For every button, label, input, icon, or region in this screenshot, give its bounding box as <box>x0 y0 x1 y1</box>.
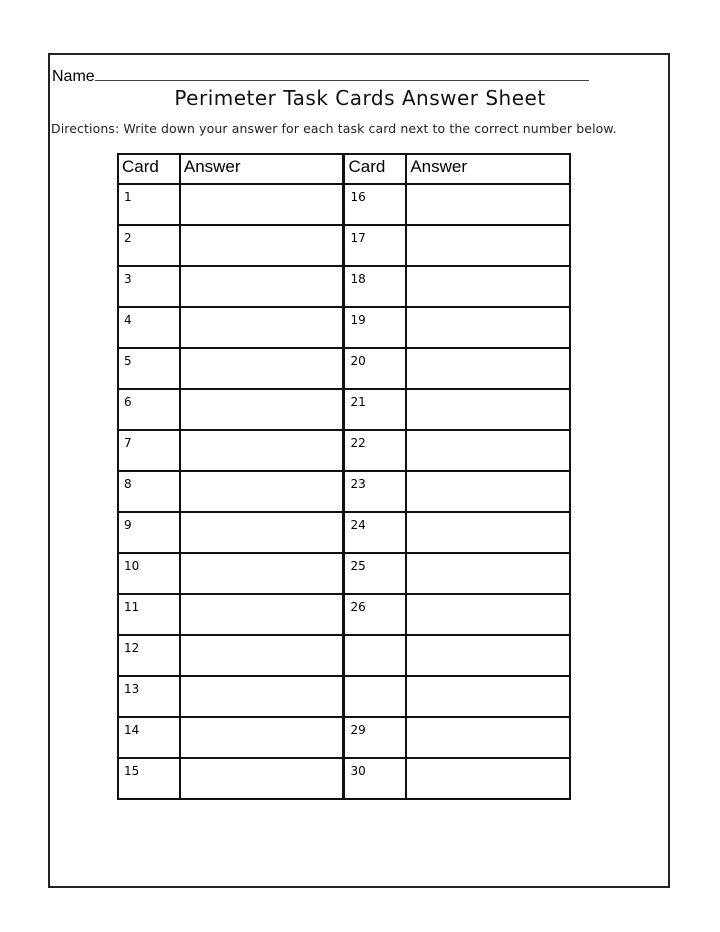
table-row <box>118 717 570 758</box>
card-number-right: 23 <box>344 471 406 512</box>
answer-cell-right[interactable] <box>406 676 570 717</box>
answer-cell-right[interactable] <box>406 635 570 676</box>
header-answer-right: Answer <box>406 154 570 184</box>
answer-cell-right[interactable] <box>406 512 570 553</box>
table-row <box>118 635 570 676</box>
card-number-left: 13 <box>118 676 180 717</box>
answer-cell-left[interactable] <box>180 717 344 758</box>
answer-cell-left[interactable] <box>180 225 344 266</box>
answer-cell-right[interactable] <box>406 266 570 307</box>
answer-table <box>117 153 571 800</box>
card-number-right <box>344 676 406 717</box>
card-number-right: 16 <box>344 184 406 225</box>
answer-cell-left[interactable] <box>180 676 344 717</box>
answer-cell-right[interactable] <box>406 594 570 635</box>
answer-cell-right[interactable] <box>406 184 570 225</box>
answer-cell-left[interactable] <box>180 553 344 594</box>
answer-cell-left[interactable] <box>180 758 344 799</box>
card-number-right: 17 <box>344 225 406 266</box>
answer-cell-right[interactable] <box>406 225 570 266</box>
answer-cell-right[interactable] <box>406 553 570 594</box>
card-number-left: 1 <box>118 184 180 225</box>
card-number-left: 9 <box>118 512 180 553</box>
header-card-right: Card <box>344 154 406 184</box>
answer-cell-right[interactable] <box>406 758 570 799</box>
card-number-right: 29 <box>344 717 406 758</box>
card-number-right: 26 <box>344 594 406 635</box>
table-row <box>118 676 570 717</box>
answer-cell-left[interactable] <box>180 512 344 553</box>
table-row <box>118 594 570 635</box>
card-number-right: 22 <box>344 430 406 471</box>
answer-cell-left[interactable] <box>180 594 344 635</box>
card-number-right: 21 <box>344 389 406 430</box>
table-row <box>118 389 570 430</box>
card-number-left: 3 <box>118 266 180 307</box>
answer-cell-right[interactable] <box>406 430 570 471</box>
table-row <box>118 512 570 553</box>
card-number-left: 6 <box>118 389 180 430</box>
card-number-left: 8 <box>118 471 180 512</box>
card-number-left: 15 <box>118 758 180 799</box>
answer-cell-left[interactable] <box>180 389 344 430</box>
header-answer-left: Answer <box>180 154 344 184</box>
table-row <box>118 758 570 799</box>
answer-cell-left[interactable] <box>180 307 344 348</box>
answer-cell-left[interactable] <box>180 348 344 389</box>
directions-text: Directions: Write down your answer for each task card next to the correct number below. <box>51 121 617 136</box>
table-row <box>118 266 570 307</box>
table-row <box>118 348 570 389</box>
page-title: Perimeter Task Cards Answer Sheet <box>174 86 546 110</box>
table-row <box>118 184 570 225</box>
card-number-left: 5 <box>118 348 180 389</box>
card-number-right: 20 <box>344 348 406 389</box>
card-number-right: 24 <box>344 512 406 553</box>
name-label: Name <box>52 68 95 85</box>
table-row <box>118 430 570 471</box>
answer-cell-right[interactable] <box>406 471 570 512</box>
table-row <box>118 471 570 512</box>
answer-cell-left[interactable] <box>180 471 344 512</box>
answer-cell-left[interactable] <box>180 266 344 307</box>
card-number-left: 2 <box>118 225 180 266</box>
card-number-left: 12 <box>118 635 180 676</box>
card-number-left: 7 <box>118 430 180 471</box>
card-number-left: 14 <box>118 717 180 758</box>
answer-cell-left[interactable] <box>180 430 344 471</box>
answer-cell-right[interactable] <box>406 389 570 430</box>
header-card-left: Card <box>118 154 180 184</box>
card-number-right: 19 <box>344 307 406 348</box>
table-row <box>118 553 570 594</box>
card-number-right: 25 <box>344 553 406 594</box>
card-number-right: 30 <box>344 758 406 799</box>
table-header-row <box>118 154 570 184</box>
answer-cell-left[interactable] <box>180 635 344 676</box>
name-line[interactable] <box>95 66 589 81</box>
table-row <box>118 225 570 266</box>
answer-cell-right[interactable] <box>406 348 570 389</box>
answer-cell-right[interactable] <box>406 307 570 348</box>
card-number-right: 18 <box>344 266 406 307</box>
card-number-left: 4 <box>118 307 180 348</box>
card-number-left: 11 <box>118 594 180 635</box>
name-field[interactable] <box>52 66 589 86</box>
card-number-left: 10 <box>118 553 180 594</box>
table-row <box>118 307 570 348</box>
answer-cell-left[interactable] <box>180 184 344 225</box>
card-number-right <box>344 635 406 676</box>
answer-cell-right[interactable] <box>406 717 570 758</box>
